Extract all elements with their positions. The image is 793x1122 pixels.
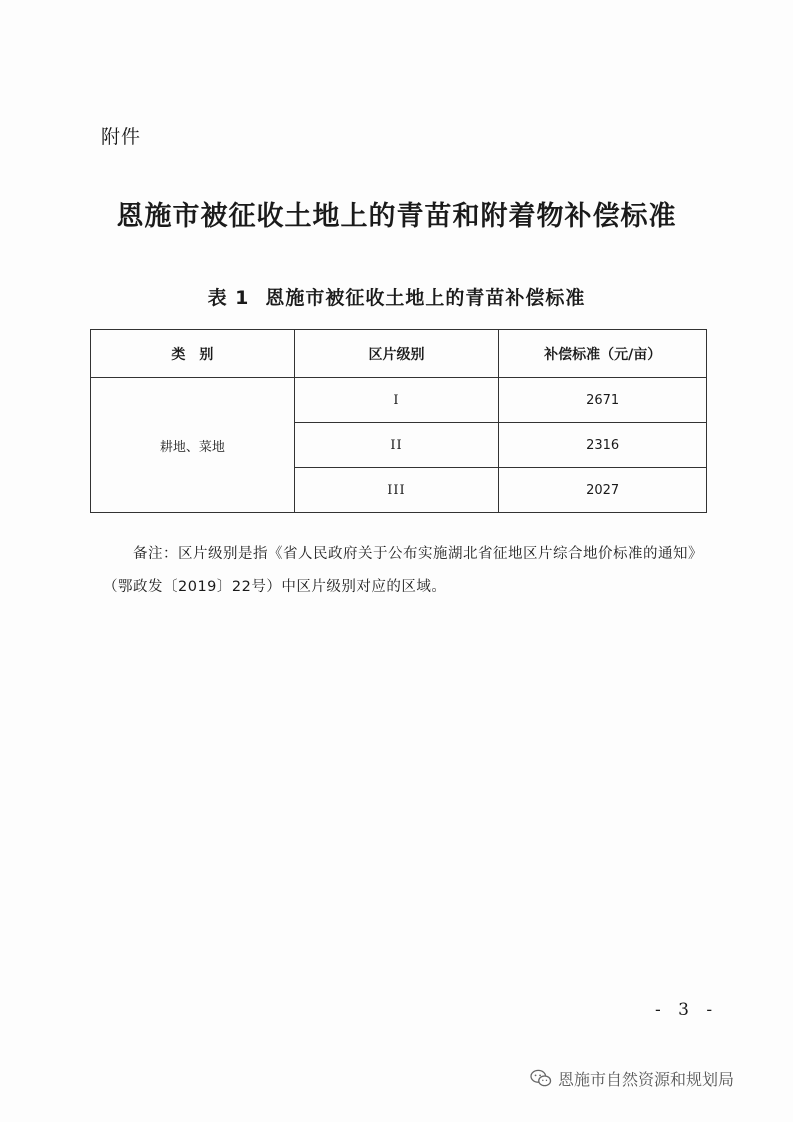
attachment-label: 附件 [101, 126, 142, 148]
wechat-icon [530, 1069, 552, 1089]
table-title-text: 恩施市被征收土地上的青苗补偿标准 [265, 287, 586, 309]
zone-cell: III [294, 468, 499, 513]
main-title: 恩施市被征收土地上的青苗和附着物补偿标准 [116, 201, 677, 232]
zone-cell: II [294, 423, 499, 468]
zone-cell: I [294, 378, 499, 423]
wechat-watermark [530, 1067, 734, 1090]
header-category: 类 别 [91, 330, 295, 378]
table-title [0, 283, 793, 310]
page-number: - 3 - [655, 1000, 719, 1020]
compensation-table [90, 329, 707, 513]
standard-cell: 2316 [499, 423, 707, 468]
table-number: 表 1 [207, 287, 250, 309]
table-header-row [91, 330, 707, 378]
table-note: 备注：区片级别是指《省人民政府关于公布实施湖北省征地区片综合地价标准的通知》（鄂政发〔2019〕22号）中区片级别对应的区域。 [103, 546, 703, 595]
header-standard: 补偿标准（元/亩） [499, 330, 707, 378]
table-row [91, 378, 707, 423]
header-zone-level: 区片级别 [294, 330, 499, 378]
standard-cell: 2027 [499, 468, 707, 513]
watermark-text: 恩施市自然资源和规划局 [558, 1070, 735, 1089]
standard-cell: 2671 [499, 378, 707, 423]
category-cell: 耕地、菜地 [91, 378, 295, 513]
